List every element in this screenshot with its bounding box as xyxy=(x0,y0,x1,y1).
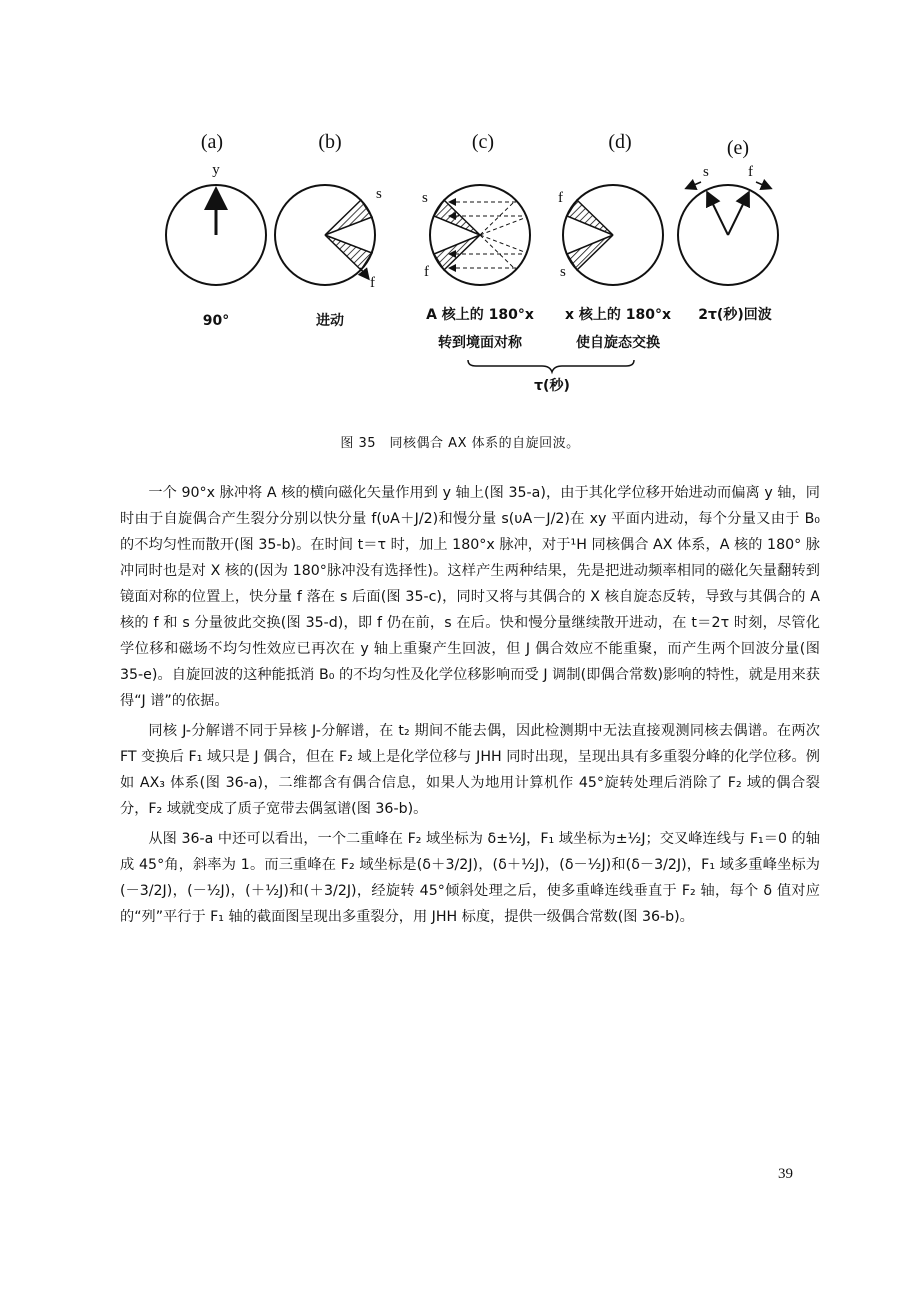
caption-e: 2τ(秒)回波 xyxy=(698,307,772,323)
label-f: f xyxy=(748,164,753,180)
paragraph-2: 同核 J-分解谱不同于异核 J-分解谱，在 t₂ 期间不能去偶，因此检测期中无法直接观测同核去偶谱。在两次 FT 变换后 F₁ 域只是 J 偶合，但在 F₂ 域上是化学位移与 JHH 同时出现，呈现出具有多重裂分峰的化学位移。例如 AX₃ 体系(图 36-a)，二维都含有偶合信息，如果人为地用计算机作 45°旋转处理后消除了 F₂ 域的偶合裂分，F₂ 域就变成了质子宽带去偶氢谱(图 36-b)。 xyxy=(120,723,820,817)
label-s: s xyxy=(422,190,428,206)
label-f: f xyxy=(558,190,563,206)
rotation-arrow-f xyxy=(756,182,770,188)
precession-arrow xyxy=(360,268,368,278)
caption-a: 90° xyxy=(202,313,230,329)
fan-lower-left xyxy=(567,235,613,270)
label-f: f xyxy=(370,275,375,291)
panel-letter-e: (e) xyxy=(726,137,750,159)
panel-c xyxy=(422,131,534,351)
caption-c-line2: 转到境面对称 xyxy=(438,335,522,351)
panel-letter-a: (a) xyxy=(200,131,224,153)
label-f: f xyxy=(424,264,429,280)
echo-vector-f xyxy=(728,194,748,235)
panel-letter-b: (b) xyxy=(318,131,342,153)
panel-e xyxy=(678,137,778,323)
figure-caption: 图 35 同核偶合 AX 体系的自旋回波。 xyxy=(340,436,580,451)
caption-d-line2: 使自旋态交换 xyxy=(576,335,660,351)
body-text xyxy=(120,480,820,934)
page-number: 39 xyxy=(778,1166,793,1182)
caption-d-line1: x 核上的 180°x xyxy=(564,307,672,323)
mirror-line-upper xyxy=(480,200,516,235)
panel-letter-c: (c) xyxy=(471,131,495,153)
y-axis-label: y xyxy=(212,162,220,178)
label-s: s xyxy=(560,264,566,280)
label-s: s xyxy=(703,164,709,180)
fan-slow-component xyxy=(325,200,372,235)
tau-brace xyxy=(468,360,634,372)
echo-vector-s xyxy=(708,194,728,235)
panel-letter-d: (d) xyxy=(608,131,632,153)
label-s: s xyxy=(376,186,382,202)
paragraph-1: 一个 90°x 脉冲将 A 核的横向磁化矢量作用到 y 轴上(图 35-a)，由于其化学位移开始进动而偏离 y 轴，同时由于自旋偶合产生裂分分别以快分量 f(υA＋J/2)和慢分量 s(υA－J/2)在 xy 平面内进动，每个分量又由于 B₀ 的不均匀性而散开(图 35-b)。在时间 t＝τ 时，加上 180°x 脉冲，对于¹H 同核偶合 AX 体系，A 核的 180° 脉冲同时也是对 X 核的(因为 180°脉冲没有选择性)。这样产生两种结果，先是把进动频率相同的磁化矢量翻转到镜面对称的位置上，快分量 f 落在 s 后面(图 35-c)，同时又将与其偶合的 X 核自旋态反转，导致与其偶合的 A 核的 f 和 s 分量彼此交换(图 35-d)，即 f 仍在前，s 在后。快和慢分量继续散开进动，在 t＝2τ 时刻，尽管化学位移和磁场不均匀性效应已再次在 y 轴上重聚产生回波，但 J 偶合效应不能重聚，而产生两个回波分量(图 35-e)。自旋回波的这种能抵消 B₀ 的不均匀性及化学位移影响而受 J 调制(即偶合常数)影响的特性，就是用来获得“J 谱”的依据。 xyxy=(120,485,820,709)
mirror-line-lower xyxy=(480,235,527,253)
fan-upper-left xyxy=(434,200,480,235)
fan-lower-left xyxy=(434,235,480,270)
mirror-line-upper-2 xyxy=(480,217,527,235)
panel-a xyxy=(166,131,266,329)
panel-d xyxy=(558,131,671,351)
figure-35 xyxy=(150,120,790,410)
rotation-arrow-s xyxy=(687,182,701,188)
paragraph-3: 从图 36-a 中还可以看出，一个二重峰在 F₂ 域坐标为 δ±½J，F₁ 域坐标为±½J；交叉峰连线与 F₁＝0 的轴成 45°角，斜率为 1。而三重峰在 F₂ 域坐标是(δ＋3/2J)，(δ＋½J)，(δ－½J)和(δ－3/2J)，F₁ 域多重峰坐标为(－3/2J)，(－½J)，(＋½J)和(＋3/2J)，经旋转 45°倾斜处理之后，使多重峰连线垂直于 F₂ 轴，每个 δ 值对应的“列”平行于 F₁ 轴的截面图呈现出多重裂分，用 JHH 标度，提供一级偶合常数(图 36-b)。 xyxy=(120,831,820,925)
mirror-line-lower-2 xyxy=(480,235,516,270)
panel-b xyxy=(275,131,382,329)
caption-c-line1: A 核上的 180°x xyxy=(426,307,534,323)
fan-upper-left xyxy=(567,200,613,235)
tau-label: τ(秒) xyxy=(534,378,570,394)
caption-b: 进动 xyxy=(316,313,344,329)
fan-fast-component xyxy=(325,235,372,270)
